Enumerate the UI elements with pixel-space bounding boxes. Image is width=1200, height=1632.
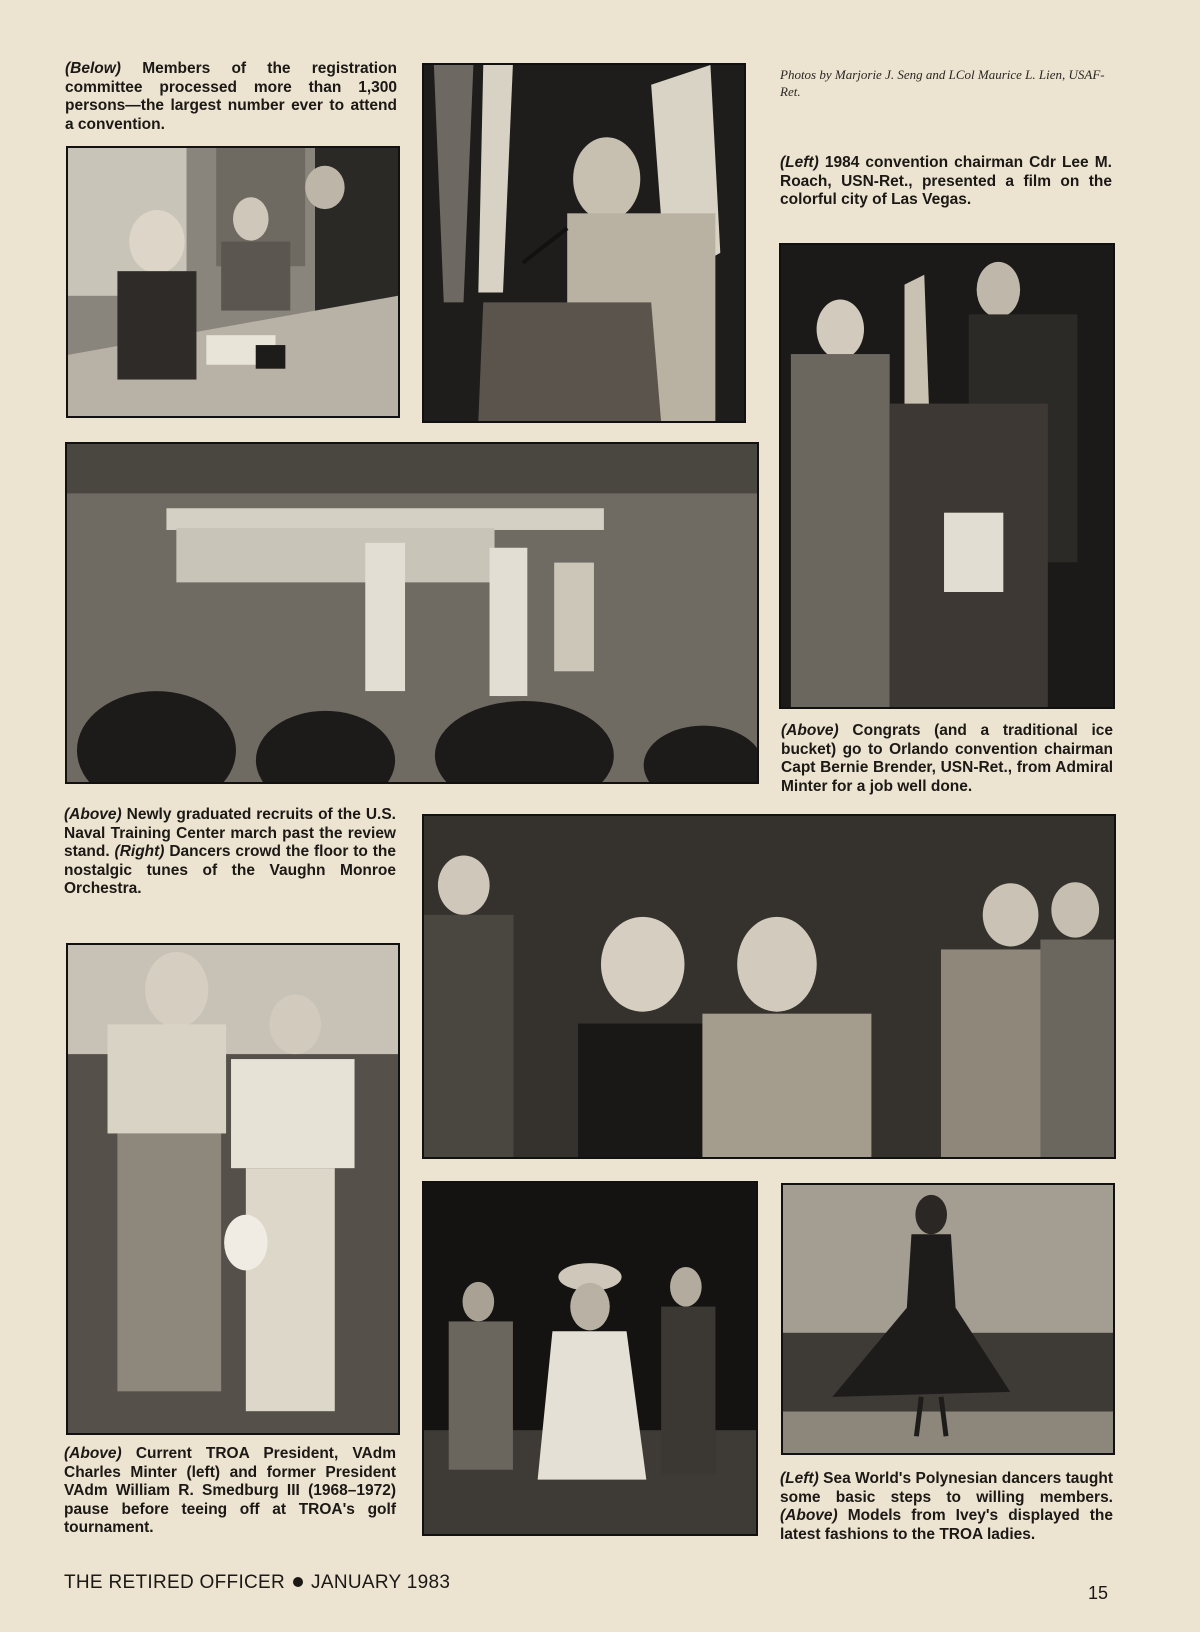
caption-text: Newly graduated recruits of the U.S. Naval Training Center march past the review stand. [64,806,396,860]
photo-fashion-model [781,1183,1115,1455]
caption-lead: (Above) [781,722,839,739]
bullet-separator [293,1577,303,1587]
caption-text: Models from Ivey's displayed the latest fashions to the TROA ladies. [780,1507,1113,1543]
caption-registration [65,60,397,134]
caption-text: Dancers crowd the floor to the nostalgic tunes of the Vaughn Monroe Orchestra. [64,843,397,897]
caption-text: 1984 convention chairman Cdr Lee M. Roach, USN-Ret., presented a film on the colorful city of Las Vegas. [780,154,1112,208]
caption-roach [780,154,1112,210]
caption-lead: (Above) [780,1507,838,1524]
caption-lead: (Left) [780,1470,819,1487]
photo-polynesian-dancers [422,1181,758,1536]
caption-text: Current TROA President, VAdm Charles Minter (left) and former President VAdm William R. Smedburg III (1968–1972) pause before teeing off at TROA's golf tournament. [64,1445,396,1536]
caption-lead: (Left) [780,154,819,171]
caption-recruits [64,806,396,899]
caption-text: Sea World's Polynesian dancers taught some basic steps to willing members. [780,1470,1113,1506]
publication-name: THE RETIRED OFFICER [64,1572,286,1593]
caption-lead: (Right) [114,843,165,860]
photo-recruits-march [65,442,759,784]
photo-credit: Photos by Marjorie J. Seng and LCol Maurice L. Lien, USAF-Ret. [780,67,1105,99]
issue-date: JANUARY 1983 [311,1572,451,1593]
photo-dance-floor [422,814,1116,1159]
caption-lead: (Above) [64,1445,122,1462]
photo-golf-tournament [66,943,400,1435]
photo-brender-minter [779,243,1115,709]
caption-text: Members of the registration committee processed more than 1,300 persons—the largest number ever to attend a convention. [65,60,398,133]
photo-registration-committee [66,146,400,418]
caption-lead: (Below) [65,60,121,77]
caption-dancers-fashion [780,1470,1113,1544]
caption-golf [64,1445,396,1538]
caption-brender [781,722,1113,796]
caption-lead: (Above) [64,806,122,823]
page-number: 15 [1088,1583,1109,1603]
photo-roach-podium [422,63,746,423]
caption-text: Congrats (and a traditional ice bucket) go to Orlando convention chairman Capt Bernie Brender, USN-Ret., from Admiral Minter for a job well done. [781,722,1114,795]
page-footer [64,1572,450,1594]
